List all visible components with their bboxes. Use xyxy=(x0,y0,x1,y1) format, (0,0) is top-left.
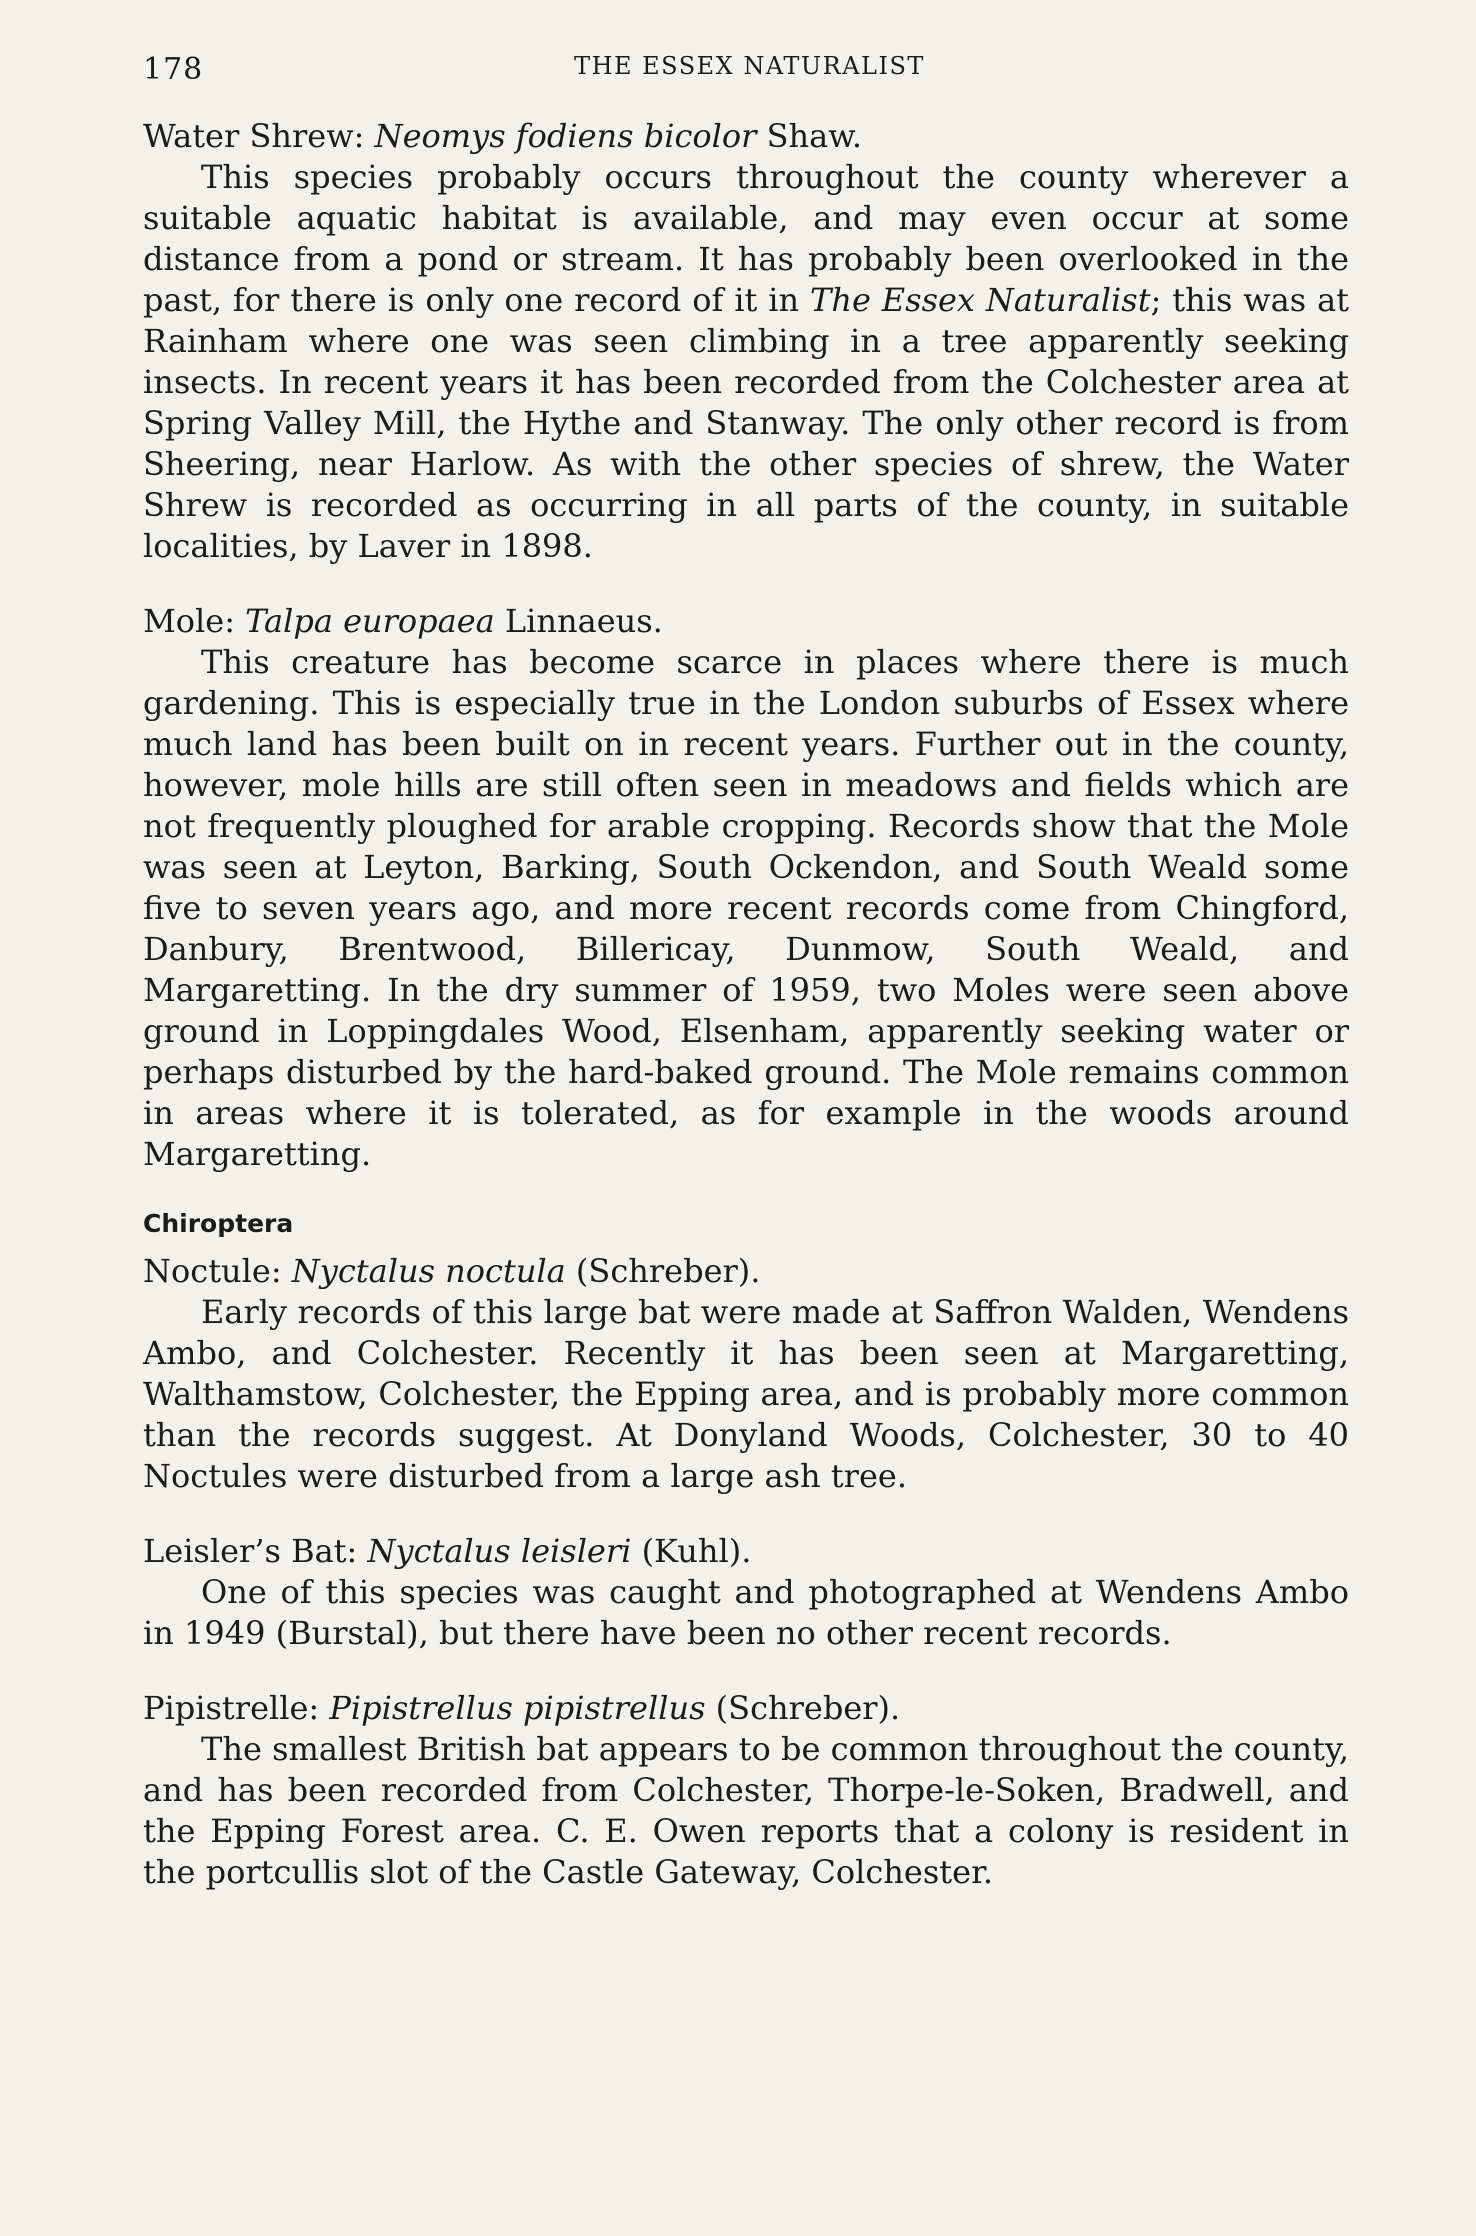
journal-title: The Essex Naturalist xyxy=(810,281,1151,319)
scientific-name: Pipistrellus pipistrellus xyxy=(329,1689,706,1727)
common-name: Pipistrelle xyxy=(143,1689,309,1727)
scientific-name: Neomys fodiens bicolor xyxy=(374,117,757,155)
entry-heading-mole: Mole: Talpa europaea Linnaeus. xyxy=(143,602,663,640)
page-header xyxy=(143,52,1356,92)
paragraph-text: ; this was at Rainham where one was seen climbing in a tree apparently seeking insects. In recent years it has been recorded from the Colchester area at Spring Valley Mill, the Hythe and Stanway. The only other record is from Sheering, near Harlow. As with the other species of shrew, the Water Shrew is recorded as occurring in all parts of the county, in suitable localities, by Laver in 1898. xyxy=(143,281,1350,565)
paragraph-pipistrelle: The smallest British bat appears to be common throughout the county, and has been recorded from Colchester, Thorpe-le-Soken, Bradwell, and the Epping Forest area. C. E. Owen reports that a colony is resident in the portcullis slot of the Castle Gateway, Colchester. xyxy=(143,1730,1349,1891)
entry-heading-leislers-bat: Leisler’s Bat: Nyctalus leisleri (Kuhl). xyxy=(143,1532,752,1570)
paragraph-noctule: Early records of this large bat were made at Saffron Walden, Wendens Ambo, and Colchester. Recently it has been seen at Margaretting, Walthamstow, Colchester, the Epping area, and is probably more common than the records suggest. At Donyland Woods, Colchester, 30 to 40 Noctules were disturbed from a large ash tree. xyxy=(143,1293,1349,1495)
running-title: THE ESSEX NATURALIST xyxy=(574,52,925,80)
common-name: Leisler’s Bat xyxy=(143,1532,347,1570)
page-number: 178 xyxy=(143,52,204,87)
entry-heading-water-shrew: Water Shrew: Neomys fodiens bicolor Shaw. xyxy=(143,117,862,155)
paragraph-water-shrew xyxy=(143,157,1349,567)
authority: (Schreber). xyxy=(575,1252,761,1290)
scientific-name: Talpa europaea xyxy=(245,602,495,640)
common-name: Mole xyxy=(143,602,225,640)
section-heading-chiroptera: Chiroptera xyxy=(143,1209,294,1238)
common-name: Water Shrew xyxy=(143,117,354,155)
paragraph-mole: This creature has become scarce in places where there is much gardening. This is especially true in the London suburbs of Essex where much land has been built on in recent years. Further out in the county, however, mole hills are still often seen in meadows and fields which are not frequently ploughed for arable cropping. Records show that the Mole was seen at Leyton, Barking, South Ockendon, and South Weald some five to seven years ago, and more recent records come from Chingford, Danbury, Brentwood, Billericay, Dunmow, South Weald, and Margaretting. In the dry summer of 1959, two Moles were seen above ground in Loppingdales Wood, Elsenham, apparently seeking water or perhaps disturbed by the hard-baked ground. The Mole remains common in areas where it is tolerated, as for example in the woods around Margaretting. xyxy=(143,643,1349,1173)
entry-heading-noctule: Noctule: Nyctalus noctula (Schreber). xyxy=(143,1252,761,1290)
paragraph-text: This species probably occurs throughout the county wherever a suitable aquatic habitat is available, and may even occur at some distance from a pond or stream. It has probably been overlooked in the past, for there is only one record of it in xyxy=(143,158,1349,319)
authority: (Schreber). xyxy=(715,1689,901,1727)
authority: Linnaeus. xyxy=(504,602,663,640)
page-content xyxy=(143,116,1349,1893)
paragraph-leislers-bat: One of this species was caught and photographed at Wendens Ambo in 1949 (Burstal), but there have been no other recent records. xyxy=(143,1573,1349,1652)
scientific-name: Nyctalus noctula xyxy=(291,1252,566,1290)
entry-heading-pipistrelle: Pipistrelle: Pipistrellus pipistrellus (Schreber). xyxy=(143,1689,901,1727)
scientific-name: Nyctalus leisleri xyxy=(367,1532,632,1570)
common-name: Noctule xyxy=(143,1252,271,1290)
authority: Shaw. xyxy=(766,117,862,155)
authority: (Kuhl). xyxy=(641,1532,752,1570)
